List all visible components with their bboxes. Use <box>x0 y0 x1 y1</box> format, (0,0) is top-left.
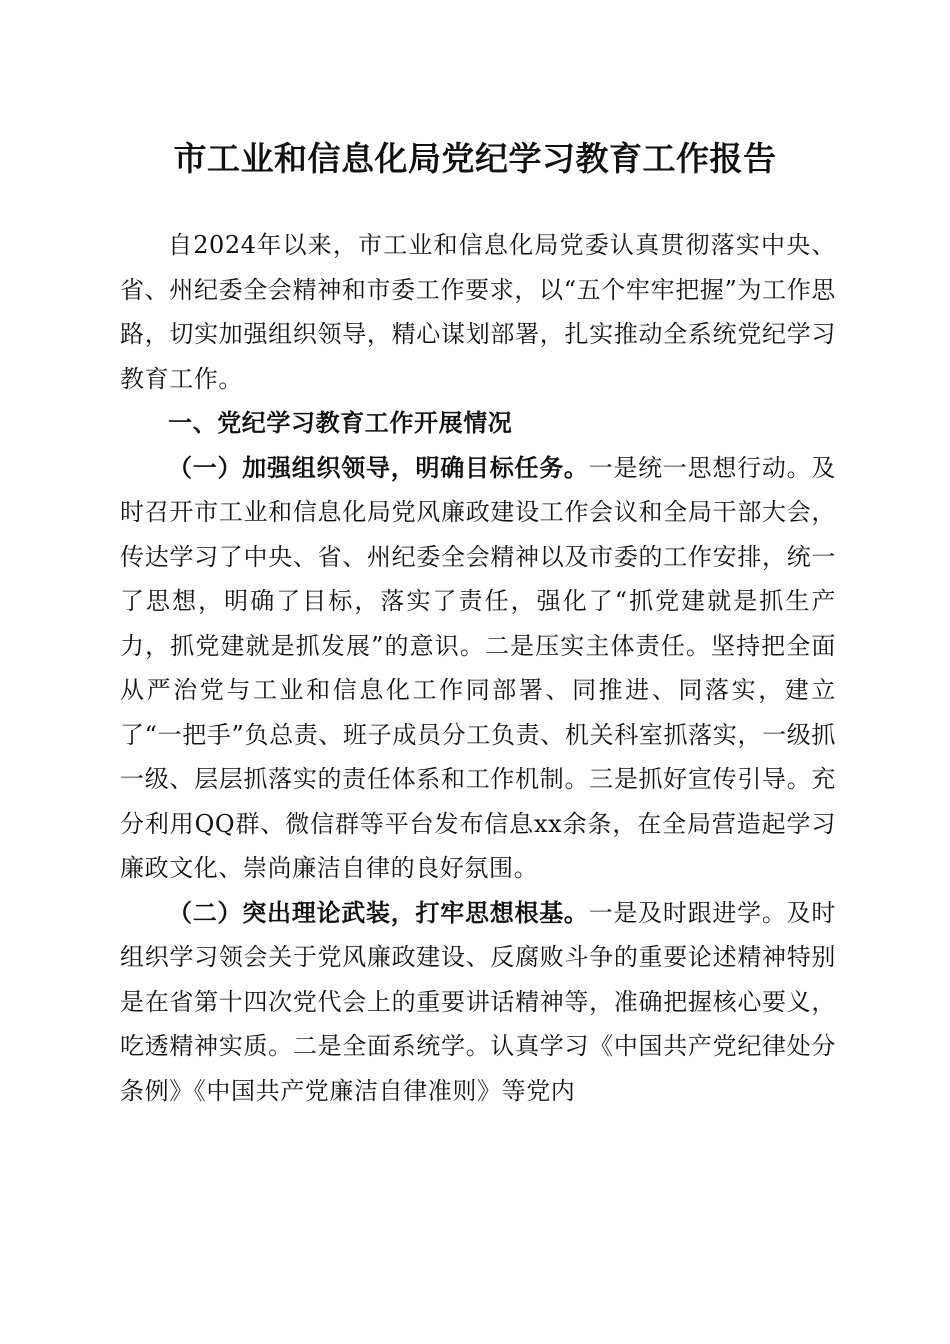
subsection-1-text: 一是统一思想行动。及时召开市工业和信息化局党风廉政建设工作会议和全局干部大会，传达学习了中央、省、州纪委全会精神以及市委的工作安排，统一了思想，明确了目标，落实了责任，强化了“抓党建就是抓生产力，抓党建就是抓发展”的意识。二是压实主体责任。坚持把全面从严治党与工业和信息化工作同部署、同推进、同落实，建立了“一把手”负总责、班子成员分工负责、机关科室抓落实，一级抓一级、层层抓落实的责任体系和工作机制。三是抓好宣传引导。充分利用QQ群、微信群等平台发布信息xx余条，在全局营造起学习廉政文化、崇尚廉洁自律的良好氛围。 <box>120 453 837 882</box>
document-title: 市工业和信息化局党纪学习教育工作报告 <box>173 139 777 178</box>
subsection-2-paragraph <box>120 891 836 1114</box>
document-body <box>120 223 836 1113</box>
section-heading-1: 一、党纪学习教育工作开展情况 <box>168 409 513 437</box>
intro-paragraph: 自2024年以来，市工业和信息化局党委认真贯彻落实中央、省、州纪委全会精神和市委工作要求，以“五个牢牢把握”为工作思路，切实加强组织领导，精心谋划部署，扎实推动全系统党纪学习教育工作。 <box>120 231 836 393</box>
subsection-1-heading: （一）加强组织领导，明确目标任务。 <box>168 452 589 482</box>
subsection-1-paragraph <box>120 446 836 891</box>
subsection-2-text: 一是及时跟进学。及时组织学习领会关于党风廉政建设、反腐败斗争的重要论述精神特别是在省第十四次党代会上的重要讲话精神等，准确把握核心要义，吃透精神实质。二是全面系统学。认真学习《中国共产党纪律处分条例》《中国共产党廉洁自律准则》等党内 <box>120 898 837 1105</box>
subsection-2-heading: （二）突出理论武装，打牢思想根基。 <box>168 897 589 927</box>
